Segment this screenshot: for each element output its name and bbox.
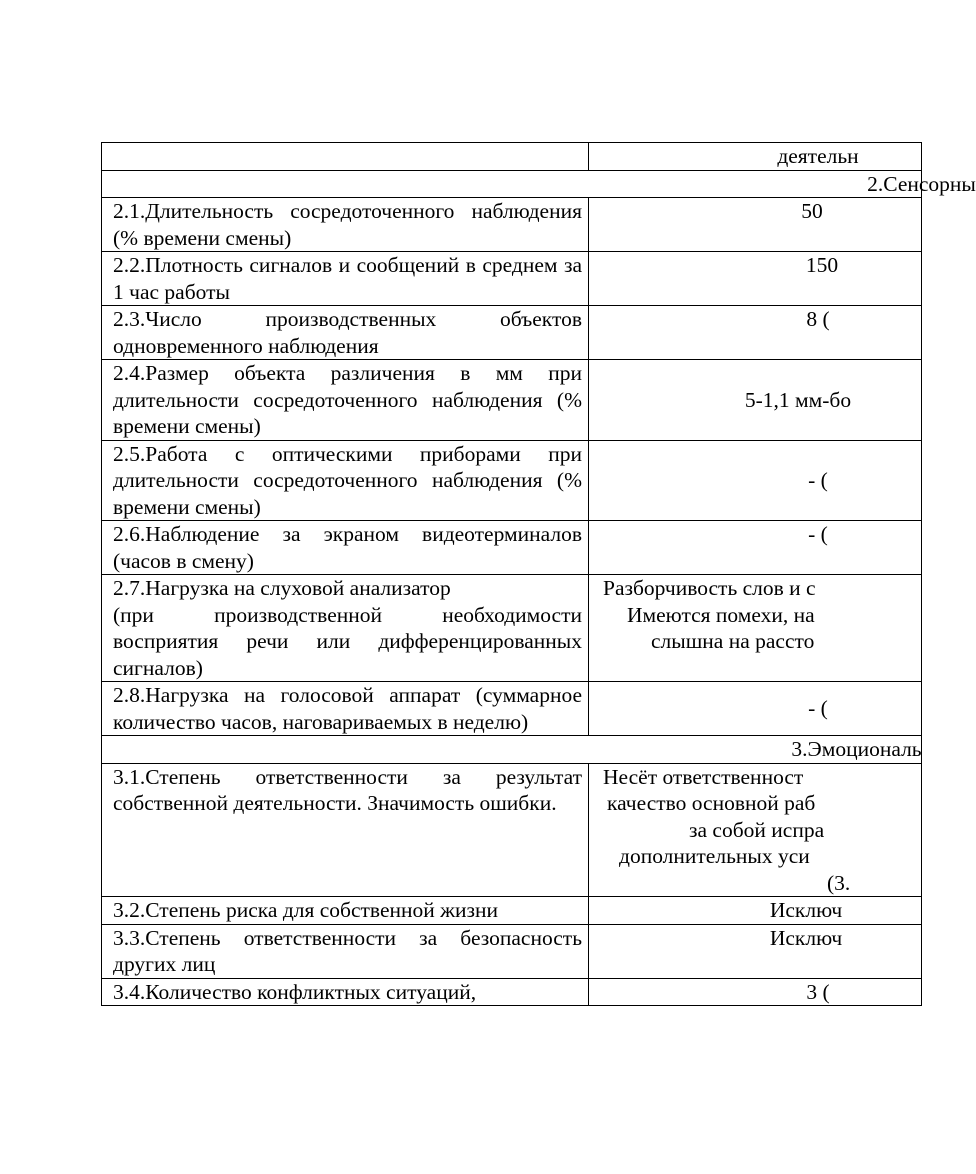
row-label: 2.6.Наблюдение за экраном видеотерминалов (часов в смену) [102,521,589,575]
row-value: Несёт ответственност качество основной раб за собой испра дополнительных уси (3. [589,763,922,897]
row-value: Исключ [589,897,922,925]
row-value: Разборчивость слов и с Имеются помехи, на слышна на рассто [589,575,922,682]
row-label: 3.1.Степень ответственности за результат собственной деятельности. Значимость ошибки. [102,763,589,897]
row-label: 3.3.Степень ответственности за безопасность других лиц [102,924,589,978]
row-label: 2.4.Размер объекта различения в мм при длительности сосредоточенного наблюдения (% времени смены) [102,360,589,441]
row-label: 2.3.Число производственных объектов одновременного наблюдения [102,306,589,360]
table-row [102,252,922,306]
table-row [102,978,922,1006]
table-row [102,924,922,978]
row-value: 5-1,1 мм-бо [589,360,922,441]
table-row [102,306,922,360]
table-row [102,440,922,521]
row-label: 3.4.Количество конфликтных ситуаций, [102,978,589,1006]
row-value: - ( [589,440,922,521]
table-row [102,521,922,575]
section-row-emotional [102,736,922,764]
row-label: 3.2.Степень риска для собственной жизни [102,897,589,925]
row-value: 3 ( [589,978,922,1006]
row-value: 8 ( [589,306,922,360]
section-heading: 3.Эмоциональ [102,736,922,764]
table-row [102,763,922,897]
section-row-sensory [102,170,922,198]
row-value: - ( [589,521,922,575]
table-row [102,575,922,682]
row-value: 150 [589,252,922,306]
row-value: - ( [589,682,922,736]
table-header-row [102,143,922,171]
table-row [102,682,922,736]
row-value: Исключ [589,924,922,978]
row-value: 50 [589,198,922,252]
header-left-cell [102,143,589,171]
row-label: 2.7.Нагрузка на слуховой анализатор (при производственной необходимости восприятия речи или дифференцированных сигналов) [102,575,589,682]
row-label: 2.2.Плотность сигналов и сообщений в среднем за 1 час работы [102,252,589,306]
labor-intensity-table [101,142,976,1006]
row-label: 2.5.Работа с оптическими приборами при длительности сосредоточенного наблюдения (% времени смены) [102,440,589,521]
table-row [102,360,922,441]
table-row [102,198,922,252]
header-right-cell: деятельн [589,143,922,171]
row-label: 2.8.Нагрузка на голосовой аппарат (суммарное количество часов, наговариваемых в неделю) [102,682,589,736]
section-heading: 2.Сенсорны [102,170,922,198]
row-label: 2.1.Длительность сосредоточенного наблюдения (% времени смены) [102,198,589,252]
table-row [102,897,922,925]
